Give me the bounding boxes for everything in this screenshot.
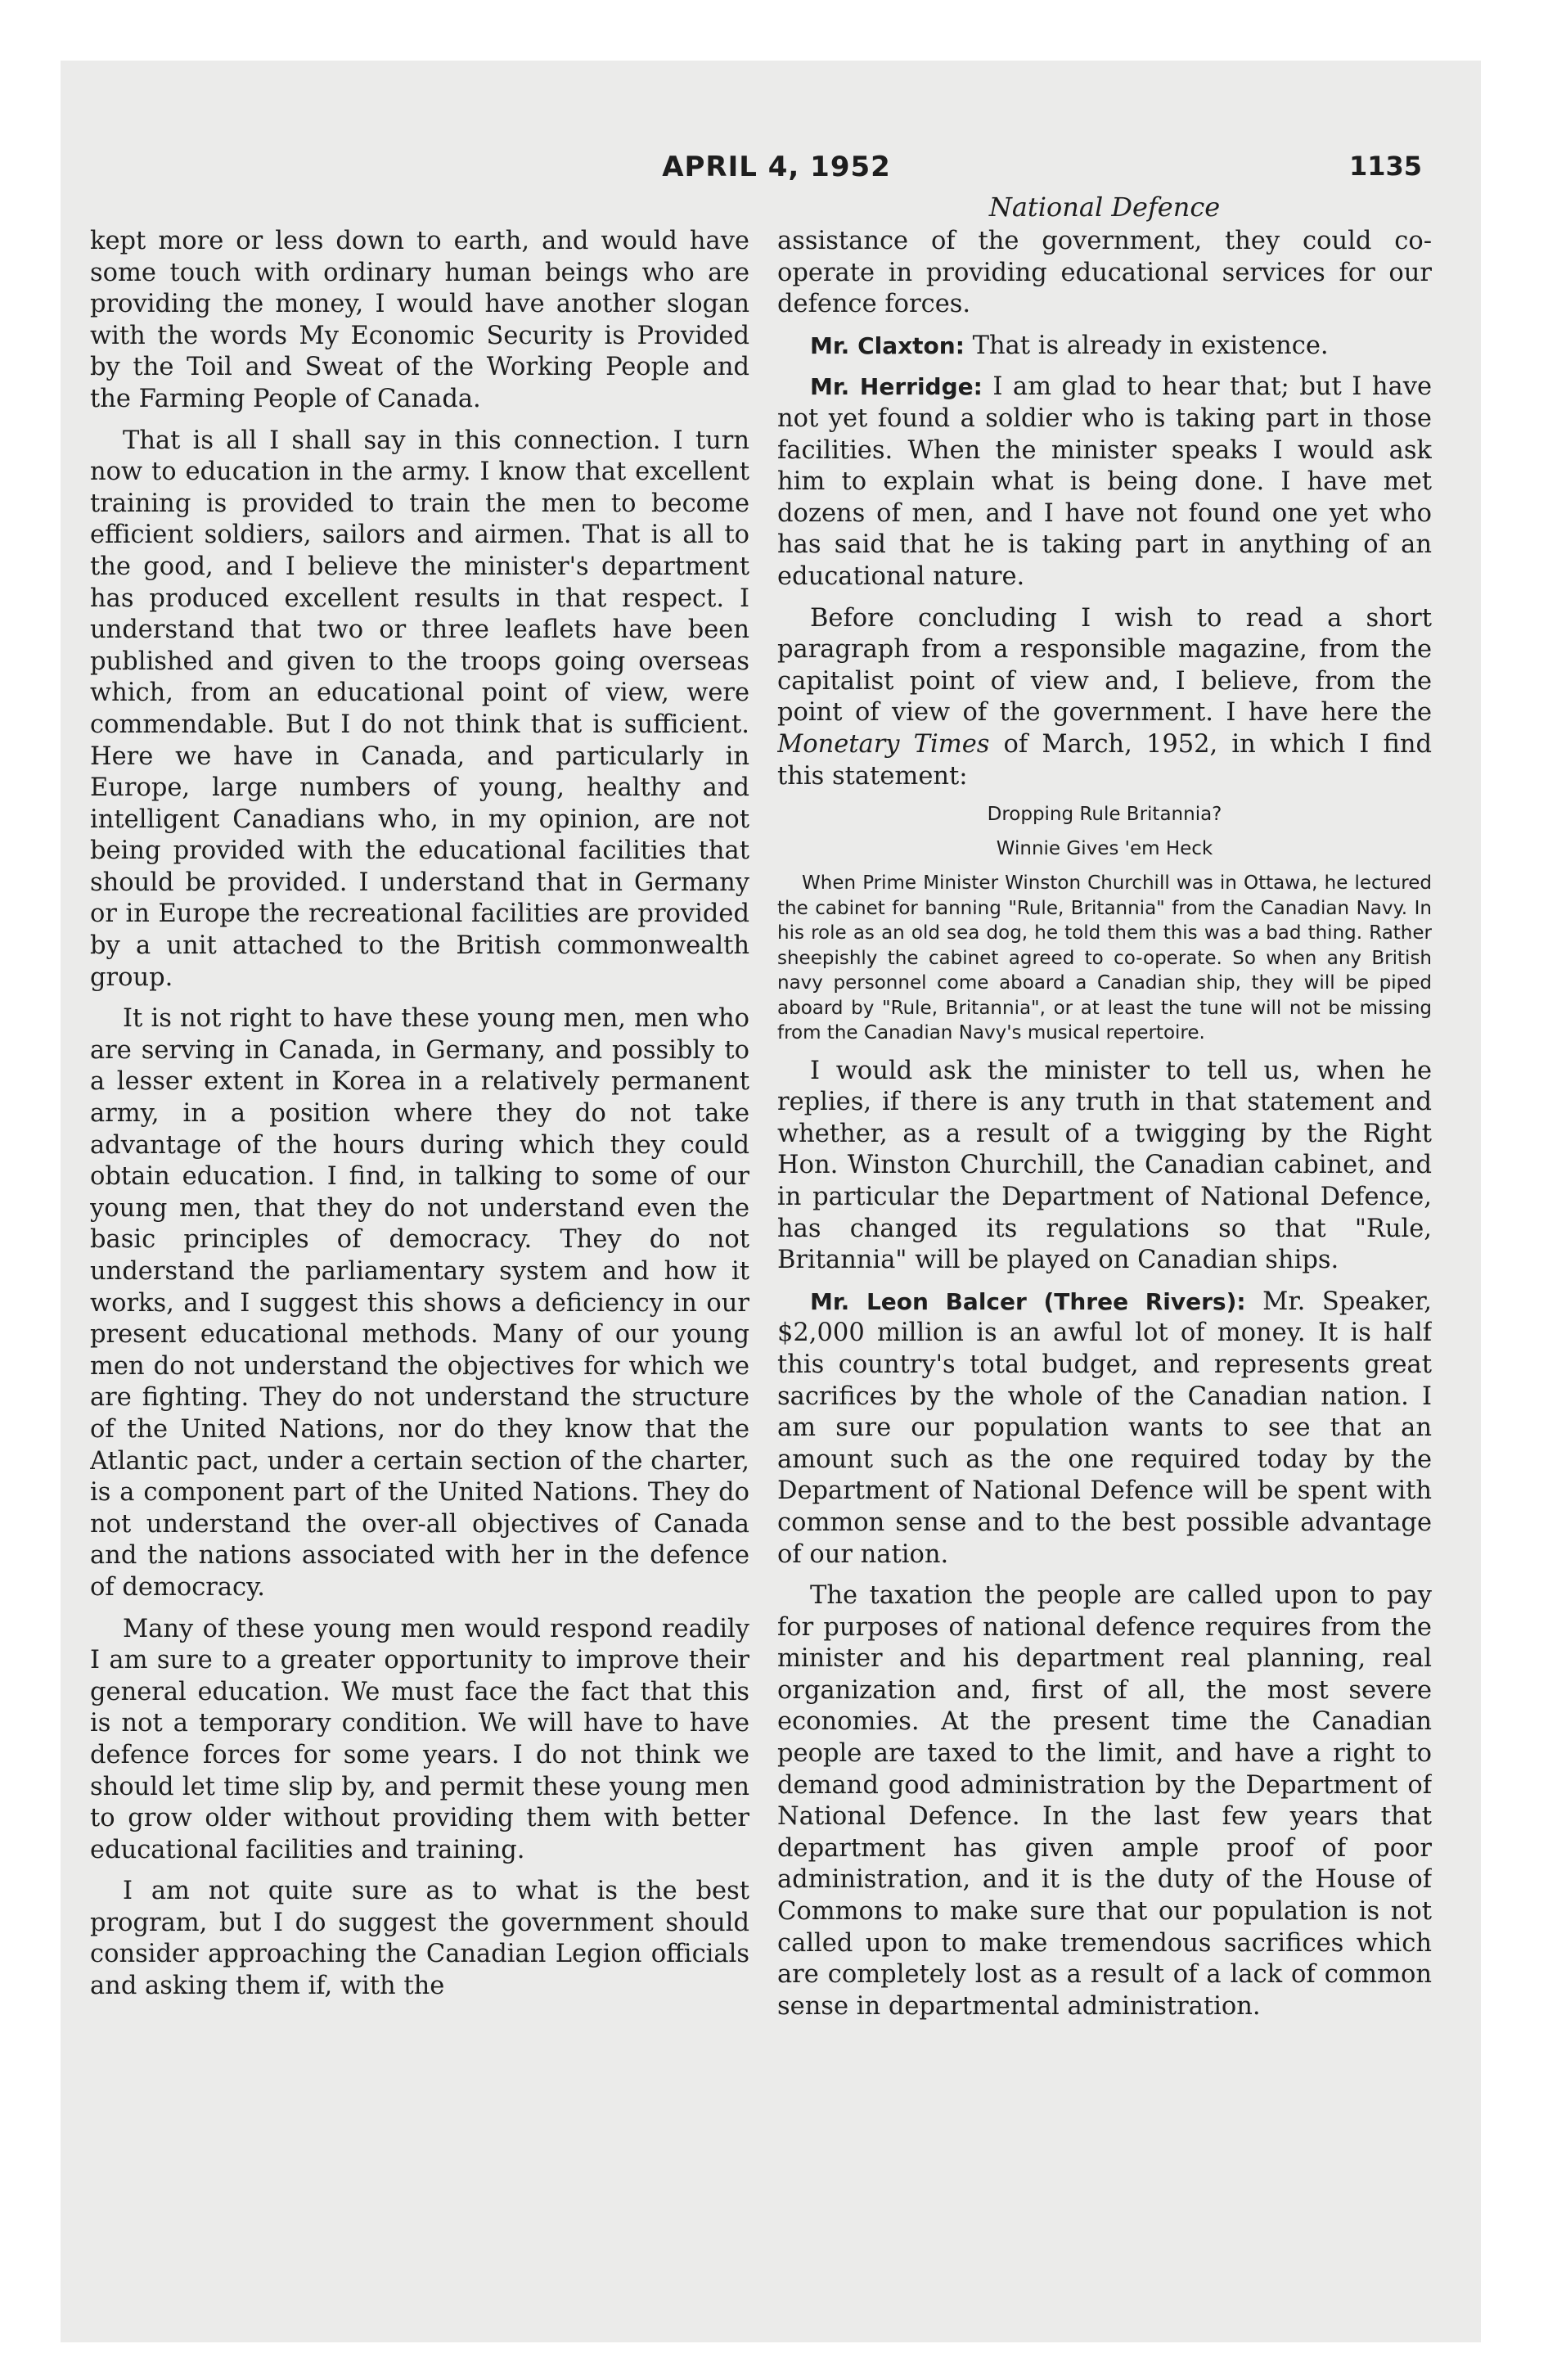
speech-paragraph <box>777 372 1432 593</box>
speaker-name: Mr. Claxton: <box>810 331 965 359</box>
block-quote: When Prime Minister Winston Churchill was in Ottawa, he lectured the cabinet for banning "Rule, Britannia" from the Canadian Navy. In his role as an old sea dog, he told them this was a bad thing. Rather sheepishly the cabinet agreed to co-operate. So when any British navy personnel come aboard a Canadian ship, they will be piped aboard by "Rule, Britannia", or at least the tune will not be missing from the Canadian Navy's musical repertoire. <box>777 872 1432 1044</box>
speaker-name: Mr. Leon Balcer (Three Rivers): <box>810 1287 1246 1315</box>
text-run: of March, 1952, in which I find this statement: <box>777 729 1432 791</box>
speaker-name: Mr. Herridge: <box>810 373 983 401</box>
paragraph: kept more or less down to earth, and would have some touch with ordinary human beings who are providing the money, I would have another slogan with the words My Economic Security is Provided by the Toil and Sweat of the Working People and the Farming People of Canada. <box>90 227 749 413</box>
left-column <box>90 226 749 2206</box>
speech-text: That is already in existence. <box>964 331 1329 360</box>
paragraph: I am not quite sure as to what is the best program, but I do suggest the government should consider approaching the Canadian Legion officials and asking them if, with the <box>90 1877 749 2001</box>
speech-text: Mr. Speaker, $2,000 million is an awful lot of money. It is half this country's total budget, and represents great sacrifices by the whole of the Canadian nation. I am sure our population wants to see that an amount such as the one required today by the Department of National Defence will be spent with common sense and to the best possible advantage of our nation. <box>777 1287 1432 1569</box>
paragraph: The taxation the people are called upon to pay for purposes of national defence requires from the minister and his department real planning, real organization and, first of all, the most severe economies. At the present time the Canadian people are taxed to the limit, and have a right to demand good administration by the Department of National Defence. In the last few years that department has given ample proof of poor administration, and it is the duty of the House of Commons to make sure that our population is not called upon to make tremendous sacrifices which are completely lost as a result of a lack of common sense in departmental administration. <box>777 1581 1432 2021</box>
section-title: National Defence <box>988 192 1221 223</box>
paragraph: Many of these young men would respond readily I am sure to a greater opportunity to improve their general education. We must face the fact that this is not a temporary condition. We will have to have defence forces for some years. I do not think we should let time slip by, and permit these young men to grow older without providing them with better educational facilities and training. <box>90 1614 749 1864</box>
paragraph: I would ask the minister to tell us, when he replies, if there is any truth in that statement and whether, as a result of a twigging by the Right Hon. Winston Churchill, the Canadian cabinet, and in particular the Department of National Defence, has changed its regulations so that "Rule, Britannia" will be played on Canadian ships. <box>777 1056 1432 1275</box>
right-column <box>777 190 1432 2170</box>
header-date: APRIL 4, 1952 <box>662 151 891 183</box>
speech-paragraph <box>777 331 1432 363</box>
quote-heading: Dropping Rule Britannia? <box>987 804 1222 826</box>
publication-title: Monetary Times <box>777 729 990 759</box>
paragraph: That is all I shall say in this connection. I turn now to education in the army. I know that excellent training is provided to train the men to become efficient soldiers, sailors and airmen. That is all to the good, and I believe the minister's department has produced excellent results in that respect. I understand that two or three leaflets have been published and given to the troops going overseas which, from an educational point of view, were commendable. But I do not think that is sufficient. Here we have in Canada, and particularly in Europe, large numbers of young, healthy and intelligent Canadians who, in my opinion, are not being provided with the educational facilities that should be provided. I understand that in Germany or in Europe the recreational facilities are provided by a unit attached to the British commonwealth group. <box>90 426 749 992</box>
quote-subheading: Winnie Gives 'em Heck <box>996 838 1213 860</box>
page-number: 1135 <box>1348 151 1422 182</box>
text-run: Before concluding I wish to read a short paragraph from a responsible magazine, from the capitalist point of view and, I believe, from the point of view of the government. I have here the <box>777 603 1432 728</box>
speech-text: I am glad to hear that; but I have not yet found a soldier who is taking part in those facilities. When the minister speaks I would ask him to explain what is being done. I have met dozens of men, and I have not found one yet who has said that he is taking part in anything of an educational nature. <box>777 372 1432 591</box>
speech-paragraph <box>777 1287 1432 1571</box>
paragraph: assistance of the government, they could co-operate in providing educational services for our defence forces. <box>777 227 1432 319</box>
paragraph: It is not right to have these young men, men who are serving in Canada, in Germany, and possibly to a lesser extent in Korea in a relatively permanent army, in a position where they do not take advantage of the hours during which they could obtain education. I find, in talking to some of our young men, that they do not understand even the basic principles of democracy. They do not understand the parliamentary system and how it works, and I suggest this shows a deficiency in our present educational methods. Many of our young men do not understand the objectives for which we are fighting. They do not understand the structure of the United Nations, nor do they know that the Atlantic pact, under a certain section of the charter, is a component part of the United Nations. They do not understand the over-all objectives of Canada and the nations associated with her in the defence of democracy. <box>90 1004 749 1602</box>
paragraph <box>777 603 1432 793</box>
